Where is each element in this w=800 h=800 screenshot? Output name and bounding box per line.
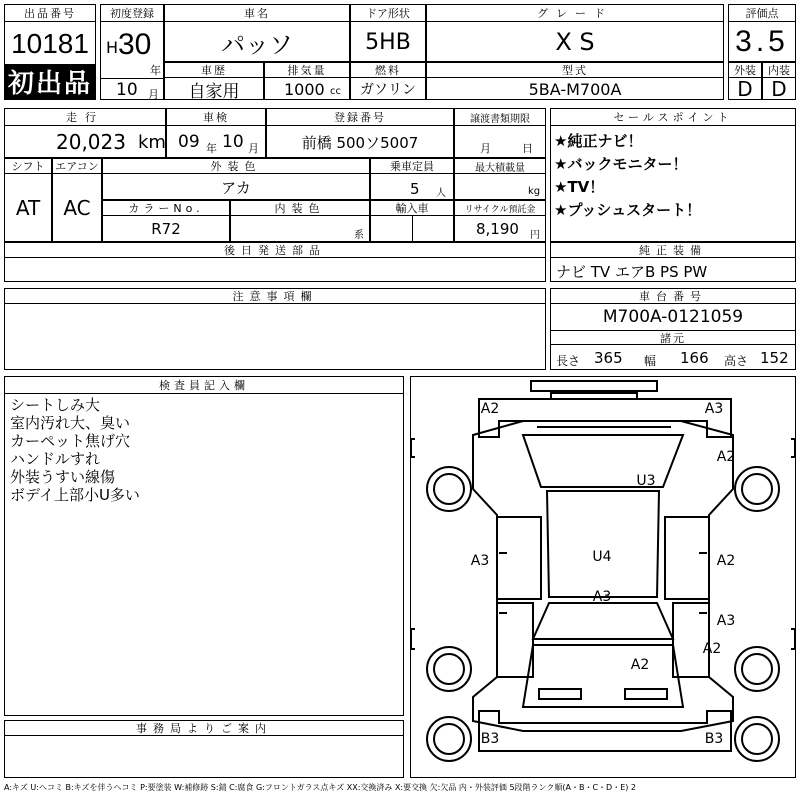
grade: X S (555, 28, 595, 56)
int-grade-label: 内装 (762, 62, 796, 78)
shift-label: シフト (4, 158, 52, 174)
history-label: 車歴 (164, 62, 264, 78)
registration-era: H (106, 38, 119, 57)
caution-label: 注意事項欄 (4, 288, 546, 304)
door-label: ドア形状 (350, 4, 426, 22)
recycle-unit: 円 (530, 230, 540, 241)
chassis-number: M700A-0121059 (602, 307, 744, 327)
damage-right-door: A2 (716, 553, 736, 569)
color-no: R72 (151, 220, 181, 238)
model: 5BA-M700A (528, 79, 622, 99)
score-label: 評価点 (728, 4, 796, 22)
damage-rear-left: B3 (480, 731, 500, 747)
damage-front-right: A3 (704, 401, 724, 417)
grade-label: グレード (426, 4, 724, 22)
displacement-unit: cc (330, 86, 341, 97)
sales-point: ★TV！ (554, 178, 605, 196)
capacity-unit: 人 (436, 188, 446, 199)
length: 365 (594, 349, 623, 367)
legend: A:キズ U:ヘコミ B:キズを伴うヘコミ P:要塗装 W:補修跡 S:錆 C:腐食 G:フロントガラス点キズ XX:交換済み X:要交換 欠:欠品 内・外装評価 5段階ランク順(A・B・C・D・E) 2 (4, 783, 637, 792)
sales-points (554, 130, 701, 222)
office-label: 事務局よりご案内 (4, 720, 404, 736)
transfer-month-unit: 月 (480, 142, 491, 155)
inspector-note: シートしみ大 (10, 396, 101, 414)
first-listing-badge: 初出品 (5, 64, 95, 99)
width-label: 幅 (644, 354, 657, 368)
import-label: 輸入車 (370, 200, 454, 216)
lot-number: 10181 (11, 28, 89, 59)
damage-rear-right: B3 (704, 731, 724, 747)
fuel-label: 燃料 (350, 62, 426, 78)
inspector-note: 外装うすい線傷 (10, 468, 116, 486)
sales-point: ★純正ナビ！ (554, 132, 643, 150)
interior-unit: 系 (354, 230, 364, 241)
registration-month-unit: 月 (148, 88, 159, 101)
displacement: 1000 (284, 80, 325, 99)
damage-trunk: A2 (630, 657, 650, 673)
damage-right-quarter: A2 (702, 641, 722, 657)
sales-point: ★バックモニター！ (554, 155, 688, 173)
color-label: 外装色 (102, 158, 370, 174)
inspector-note: ハンドルすれ (10, 450, 101, 468)
capacity-label: 乗車定員 (370, 158, 454, 174)
damage-roof-rear: A3 (592, 589, 612, 605)
ext-grade-label: 外装 (728, 62, 762, 78)
sales-point: ★プッシュスタート！ (554, 201, 702, 219)
displacement-label: 排気量 (264, 62, 350, 78)
mileage: 20,023 (56, 130, 126, 154)
inspection-year-unit: 年 (206, 142, 217, 155)
damage-roof: U3 (636, 473, 656, 489)
lot-label: 出品番号 (4, 4, 96, 22)
height: 152 (760, 349, 789, 367)
equipment-label: 純正装備 (550, 242, 796, 258)
fuel: ガソリン (360, 82, 416, 98)
registration-year: 30 (118, 28, 152, 61)
inspection-year: 09 (178, 132, 200, 152)
registration-month: 10 (116, 80, 138, 100)
import-divider (412, 216, 413, 242)
length-label: 長さ (556, 354, 581, 368)
inspector-note: カーペット焦げ穴 (10, 432, 131, 450)
interior-label: 内装色 (230, 200, 370, 216)
model-label: 型式 (426, 62, 724, 78)
car-name: パッソ (221, 30, 293, 59)
color-no-label: カラーNo. (102, 200, 230, 216)
mileage-unit: km (138, 132, 166, 153)
car-outline (411, 377, 795, 777)
color: アカ (221, 178, 251, 197)
damage-front-left: A2 (480, 401, 500, 417)
inspector-note: ボデイ上部小U多い (10, 486, 140, 504)
damage-diagram (410, 376, 796, 778)
registration-label: 初度登録 (100, 4, 164, 22)
int-grade: D (771, 77, 787, 101)
history: 自家用 (188, 81, 240, 102)
ac: AC (63, 196, 91, 220)
sales-label: セールスポイント (550, 108, 796, 126)
transfer-day-unit: 日 (522, 142, 533, 155)
inspector-label: 検査員記入欄 (4, 376, 404, 394)
ext-grade: D (737, 77, 753, 101)
recycle-fee: 8,190 (476, 220, 519, 238)
score: 3.5 (735, 25, 789, 58)
recycle-label: リサイクル預託金 (454, 200, 546, 216)
plate-number: 前橋 500ソ5007 (301, 133, 419, 152)
inspection-label: 車検 (166, 108, 266, 126)
equipment: ナビ TV エアB PS PW (556, 263, 708, 281)
registration-year-unit: 年 (150, 64, 161, 77)
damage-right-rear-door: A3 (716, 613, 736, 629)
registration-divider (100, 78, 164, 79)
damage-left-door: A3 (470, 553, 490, 569)
inspection-month-unit: 月 (248, 142, 259, 155)
width: 166 (680, 349, 709, 367)
mileage-label: 走行 (4, 108, 166, 126)
chassis-label: 車台番号 (550, 288, 796, 304)
inspector-notes (10, 396, 140, 504)
transfer-label: 譲渡書類期限 (454, 108, 546, 126)
capacity: 5 (410, 180, 420, 198)
inspector-note: 室内汚れ大、臭い (10, 414, 131, 432)
shift: AT (15, 196, 41, 220)
damage-right-fender: A2 (716, 449, 736, 465)
load-unit: kg (528, 186, 541, 197)
load-label: 最大積載量 (454, 158, 546, 174)
ac-label: エアコン (52, 158, 102, 174)
height-label: 高さ (724, 354, 749, 368)
inspection-month: 10 (222, 132, 244, 152)
damage-center: U4 (592, 549, 612, 565)
dims-label: 諸元 (550, 330, 796, 345)
later-parts-label: 後日発送部品 (4, 242, 546, 258)
plate-label: 登録番号 (266, 108, 454, 126)
car-name-label: 車名 (164, 4, 350, 22)
door-type: 5HB (365, 29, 411, 55)
